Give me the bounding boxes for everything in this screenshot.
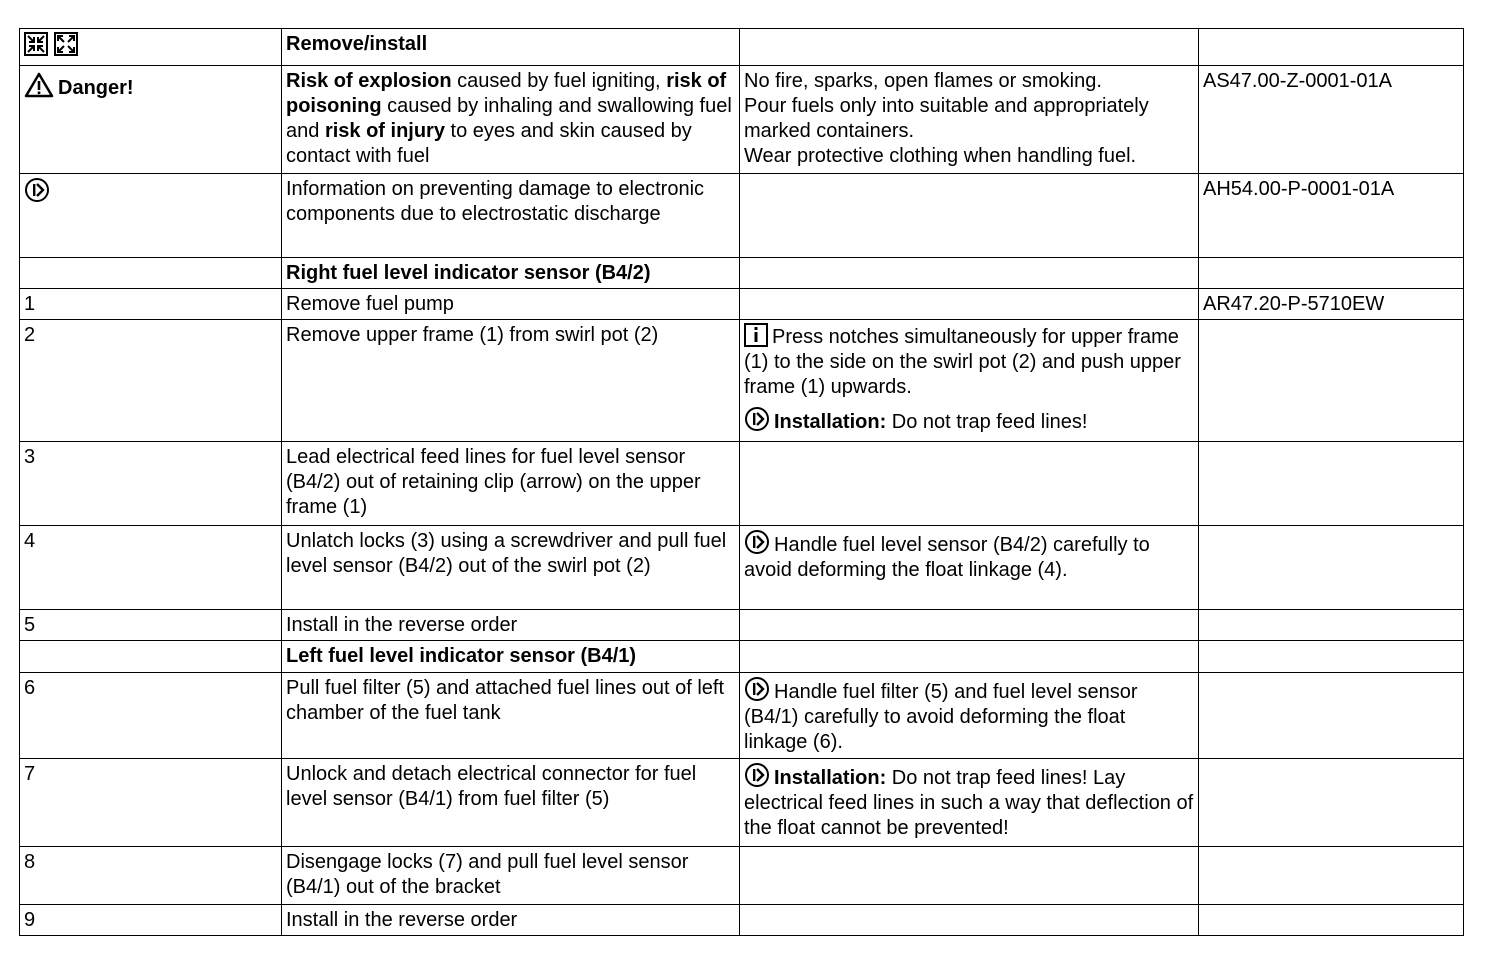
step-ref-empty <box>1199 610 1464 641</box>
table-row <box>20 847 1464 905</box>
step-note-empty <box>740 289 1199 320</box>
measure-2: Pour fuels only into suitable and appropriately marked containers. <box>744 95 1149 142</box>
info-icon <box>744 323 768 347</box>
note-text: Press notches simultaneously for upper frame (1) to the side on the swirl pot (2) and push upper frame (1) upwards. <box>744 326 1181 398</box>
step-text: Lead electrical feed lines for fuel level sensor (B4/2) out of retaining clip (arrow) on the upper frame (1) <box>282 442 740 526</box>
caution-circle-icon <box>744 529 770 555</box>
danger-measures <box>740 66 1199 174</box>
risk-injury-text: to eyes and skin caused by contact with fuel <box>286 120 692 167</box>
header-empty-3 <box>740 29 1199 66</box>
step-note <box>740 320 1199 442</box>
esd-text: Information on preventing damage to electronic components due to electrostatic discharge <box>282 174 740 258</box>
section-left-title: Left fuel level indicator sensor (B4/1) <box>282 641 740 673</box>
install-label: Installation: <box>774 411 887 433</box>
danger-ref[interactable]: AS47.00-Z-0001-01A <box>1199 66 1464 174</box>
section-left-empty-3 <box>740 641 1199 673</box>
step-note <box>740 759 1199 847</box>
step-note-empty <box>740 442 1199 526</box>
section-right-empty-1 <box>20 258 282 289</box>
table-row <box>20 320 1464 442</box>
step-note-empty <box>740 905 1199 936</box>
step-text: Disengage locks (7) and pull fuel level sensor (B4/1) out of the bracket <box>282 847 740 905</box>
measure-3: Wear protective clothing when handling fuel. <box>744 145 1137 167</box>
section-right-row <box>20 258 1464 289</box>
step-note-empty <box>740 610 1199 641</box>
caution-circle-icon <box>744 406 770 432</box>
step-number: 5 <box>20 610 282 641</box>
danger-label: Danger! <box>58 77 134 99</box>
measure-1: No fire, sparks, open flames or smoking. <box>744 70 1102 92</box>
step-ref[interactable]: AR47.20-P-5710EW <box>1199 289 1464 320</box>
step-ref-empty <box>1199 442 1464 526</box>
esd-row <box>20 174 1464 258</box>
header-empty-4 <box>1199 29 1464 66</box>
step-note <box>740 526 1199 610</box>
section-left-row <box>20 641 1464 673</box>
header-icons-cell <box>20 29 282 66</box>
step-number: 9 <box>20 905 282 936</box>
install-label: Installation: <box>774 767 887 789</box>
note-text: Handle fuel filter (5) and fuel level sensor (B4/1) carefully to avoid deforming the float linkage (6). <box>744 681 1138 753</box>
install-icon <box>54 32 78 56</box>
table-row <box>20 673 1464 759</box>
table-row <box>20 610 1464 641</box>
install-text: Do not trap feed lines! <box>886 411 1088 433</box>
caution-circle-icon <box>24 177 50 203</box>
warning-triangle-icon <box>24 72 54 98</box>
step-number: 3 <box>20 442 282 526</box>
danger-row <box>20 66 1464 174</box>
header-title: Remove/install <box>282 29 740 66</box>
step-text: Install in the reverse order <box>282 610 740 641</box>
step-text: Remove upper frame (1) from swirl pot (2) <box>282 320 740 442</box>
esd-empty <box>740 174 1199 258</box>
table-row <box>20 289 1464 320</box>
section-left-empty-1 <box>20 641 282 673</box>
step-note-empty <box>740 847 1199 905</box>
danger-risks <box>282 66 740 174</box>
step-ref-empty <box>1199 526 1464 610</box>
risk-explosion-text: caused by fuel igniting, <box>451 70 661 92</box>
note-text: Handle fuel level sensor (B4/2) carefully to avoid deforming the float linkage (4). <box>744 534 1150 581</box>
step-text: Unlock and detach electrical connector for fuel level sensor (B4/1) from fuel filter (5) <box>282 759 740 847</box>
table-row <box>20 526 1464 610</box>
step-number: 6 <box>20 673 282 759</box>
caution-circle-icon <box>744 676 770 702</box>
danger-label-cell <box>20 66 282 174</box>
header-row <box>20 29 1464 66</box>
step-ref-empty <box>1199 905 1464 936</box>
step-ref-empty <box>1199 673 1464 759</box>
install-text: Do not trap feed lines! Lay electrical feed lines in such a way that deflection of the float cannot be prevented! <box>744 767 1194 839</box>
section-right-empty-3 <box>740 258 1199 289</box>
step-number: 8 <box>20 847 282 905</box>
step-number: 4 <box>20 526 282 610</box>
step-ref-empty <box>1199 320 1464 442</box>
risk-poisoning-text: caused by inhaling and swallowing fuel and <box>286 95 732 142</box>
esd-icon-cell <box>20 174 282 258</box>
risk-poisoning: risk of poisoning <box>286 70 727 117</box>
table-row <box>20 442 1464 526</box>
step-text: Install in the reverse order <box>282 905 740 936</box>
step-text: Pull fuel filter (5) and attached fuel lines out of left chamber of the fuel tank <box>282 673 740 759</box>
risk-injury: risk of injury <box>324 120 445 142</box>
risk-explosion: Risk of explosion <box>286 70 452 92</box>
section-right-title: Right fuel level indicator sensor (B4/2) <box>282 258 740 289</box>
table-row <box>20 759 1464 847</box>
procedure-table <box>19 28 1464 936</box>
step-text: Remove fuel pump <box>282 289 740 320</box>
step-number: 1 <box>20 289 282 320</box>
step-number: 2 <box>20 320 282 442</box>
step-ref-empty <box>1199 847 1464 905</box>
step-number: 7 <box>20 759 282 847</box>
section-right-empty-4 <box>1199 258 1464 289</box>
esd-ref[interactable]: AH54.00-P-0001-01A <box>1199 174 1464 258</box>
step-note <box>740 673 1199 759</box>
step-text: Unlatch locks (3) using a screwdriver and pull fuel level sensor (B4/2) out of the swirl pot (2) <box>282 526 740 610</box>
section-left-empty-4 <box>1199 641 1464 673</box>
remove-icon <box>24 32 48 56</box>
caution-circle-icon <box>744 762 770 788</box>
step-ref-empty <box>1199 759 1464 847</box>
table-row <box>20 905 1464 936</box>
